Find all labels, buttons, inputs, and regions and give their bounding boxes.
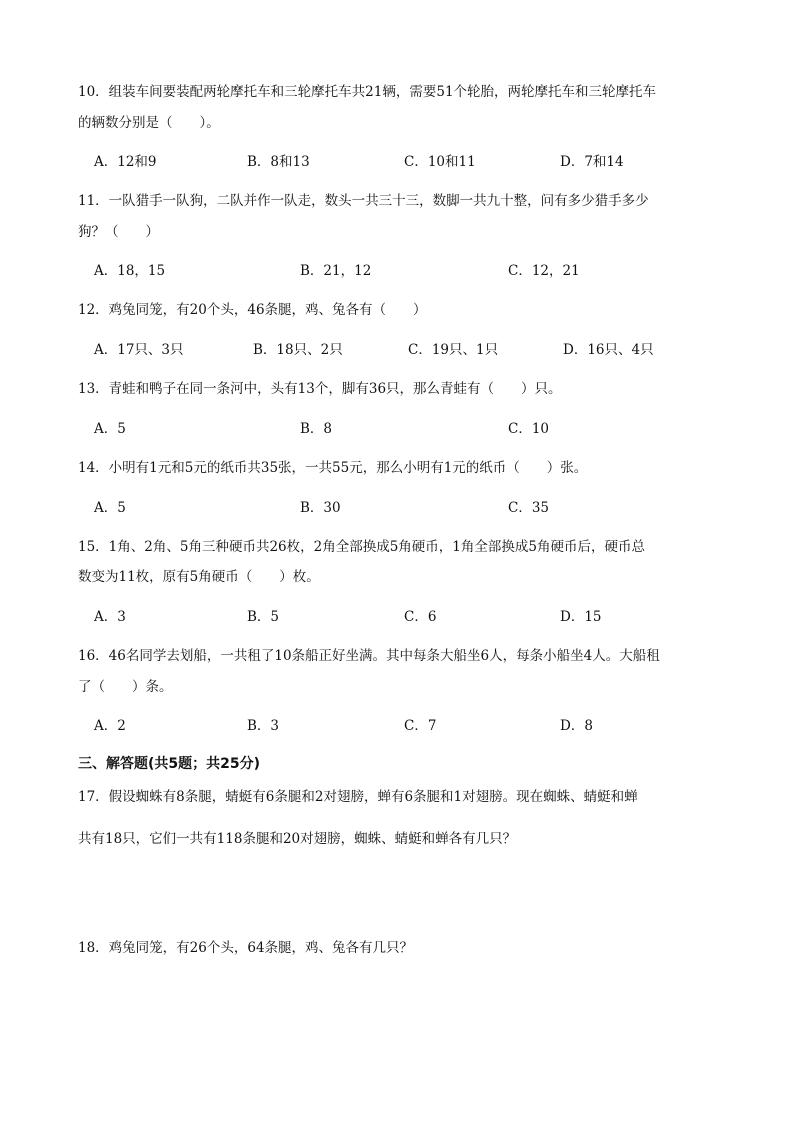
question-11-line-2: 狗？（ ） — [78, 224, 159, 240]
question-16-option-c: C．7 — [404, 718, 437, 734]
question-11-option-c: C．12，21 — [508, 263, 580, 279]
question-13-option-c: C．10 — [508, 421, 550, 437]
question-13-option-b: B．8 — [300, 421, 333, 437]
question-12-option-d: D．16只、4只 — [563, 342, 654, 358]
question-17-line-2: 共有18只，它们一共有118条腿和20对翅膀，蜘蛛、蜻蜓和蝉各有几只？ — [78, 831, 517, 847]
question-14-option-b: B．30 — [300, 500, 341, 516]
question-10-option-a: A．12和9 — [94, 154, 157, 170]
question-12-option-b: B．18只、2只 — [253, 342, 343, 358]
question-12-option-a: A．17只、3只 — [94, 342, 184, 358]
question-18-line-1: 18．鸡兔同笼，有26个头，64条腿，鸡、兔各有几只？ — [78, 940, 414, 956]
question-14-option-c: C．35 — [508, 500, 550, 516]
question-10-line-2: 的辆数分别是（ ）。 — [78, 115, 220, 131]
question-15-line-2: 数变为11枚，原有5角硬币（ ）枚。 — [78, 569, 320, 585]
question-16-option-b: B．3 — [247, 718, 280, 734]
question-13-line-1: 13．青蛙和鸭子在同一条河中，头有13个，脚有36只，那么青蛙有（ ）只。 — [78, 381, 562, 397]
question-16-option-a: A．2 — [94, 718, 126, 734]
question-11-line-1: 11．一队猎手一队狗，二队并作一队走，数头一共三十三，数脚一共九十整，问有多少猎手多少 — [78, 193, 649, 209]
question-11-option-b: B．21，12 — [300, 263, 372, 279]
question-15-option-c: C．6 — [404, 609, 437, 625]
question-10-option-b: B．8和13 — [247, 154, 310, 170]
question-16-line-1: 16．46名同学去划船，一共租了10条船正好坐满。其中每条大船坐6人，每条小船坐4人。大船租 — [78, 648, 660, 664]
question-14-line-1: 14．小明有1元和5元的纸币共35张，一共55元，那么小明有1元的纸币（ ）张。 — [78, 460, 588, 476]
section-title: 三、解答题(共5题；共25分) — [78, 756, 261, 772]
question-12-line-1: 12．鸡兔同笼，有20个头，46条腿，鸡、兔各有（ ） — [78, 302, 427, 318]
question-13-option-a: A．5 — [94, 421, 126, 437]
question-10-line-1: 10．组装车间要装配两轮摩托车和三轮摩托车共21辆，需要51个轮胎，两轮摩托车和三轮摩托车 — [78, 84, 657, 100]
question-16-line-2: 了（ ）条。 — [78, 679, 173, 695]
question-15-option-b: B．5 — [247, 609, 280, 625]
question-15-option-d: D．15 — [560, 609, 602, 625]
question-15-line-1: 15．1角、2角、5角三种硬币共26枚，2角全部换成5角硬币，1角全部换成5角硬币后，硬币总 — [78, 539, 645, 555]
question-14-option-a: A．5 — [94, 500, 126, 516]
question-11-option-a: A．18，15 — [94, 263, 166, 279]
question-16-option-d: D．8 — [560, 718, 593, 734]
question-12-option-c: C．19只、1只 — [408, 342, 499, 358]
question-15-option-a: A．3 — [94, 609, 126, 625]
question-10-option-c: C．10和11 — [404, 154, 476, 170]
question-10-option-d: D．7和14 — [560, 154, 624, 170]
question-17-line-1: 17．假设蜘蛛有8条腿，蜻蜓有6条腿和2对翅膀，蝉有6条腿和1对翅膀。现在蜘蛛、蜻蜓和蝉 — [78, 789, 638, 805]
